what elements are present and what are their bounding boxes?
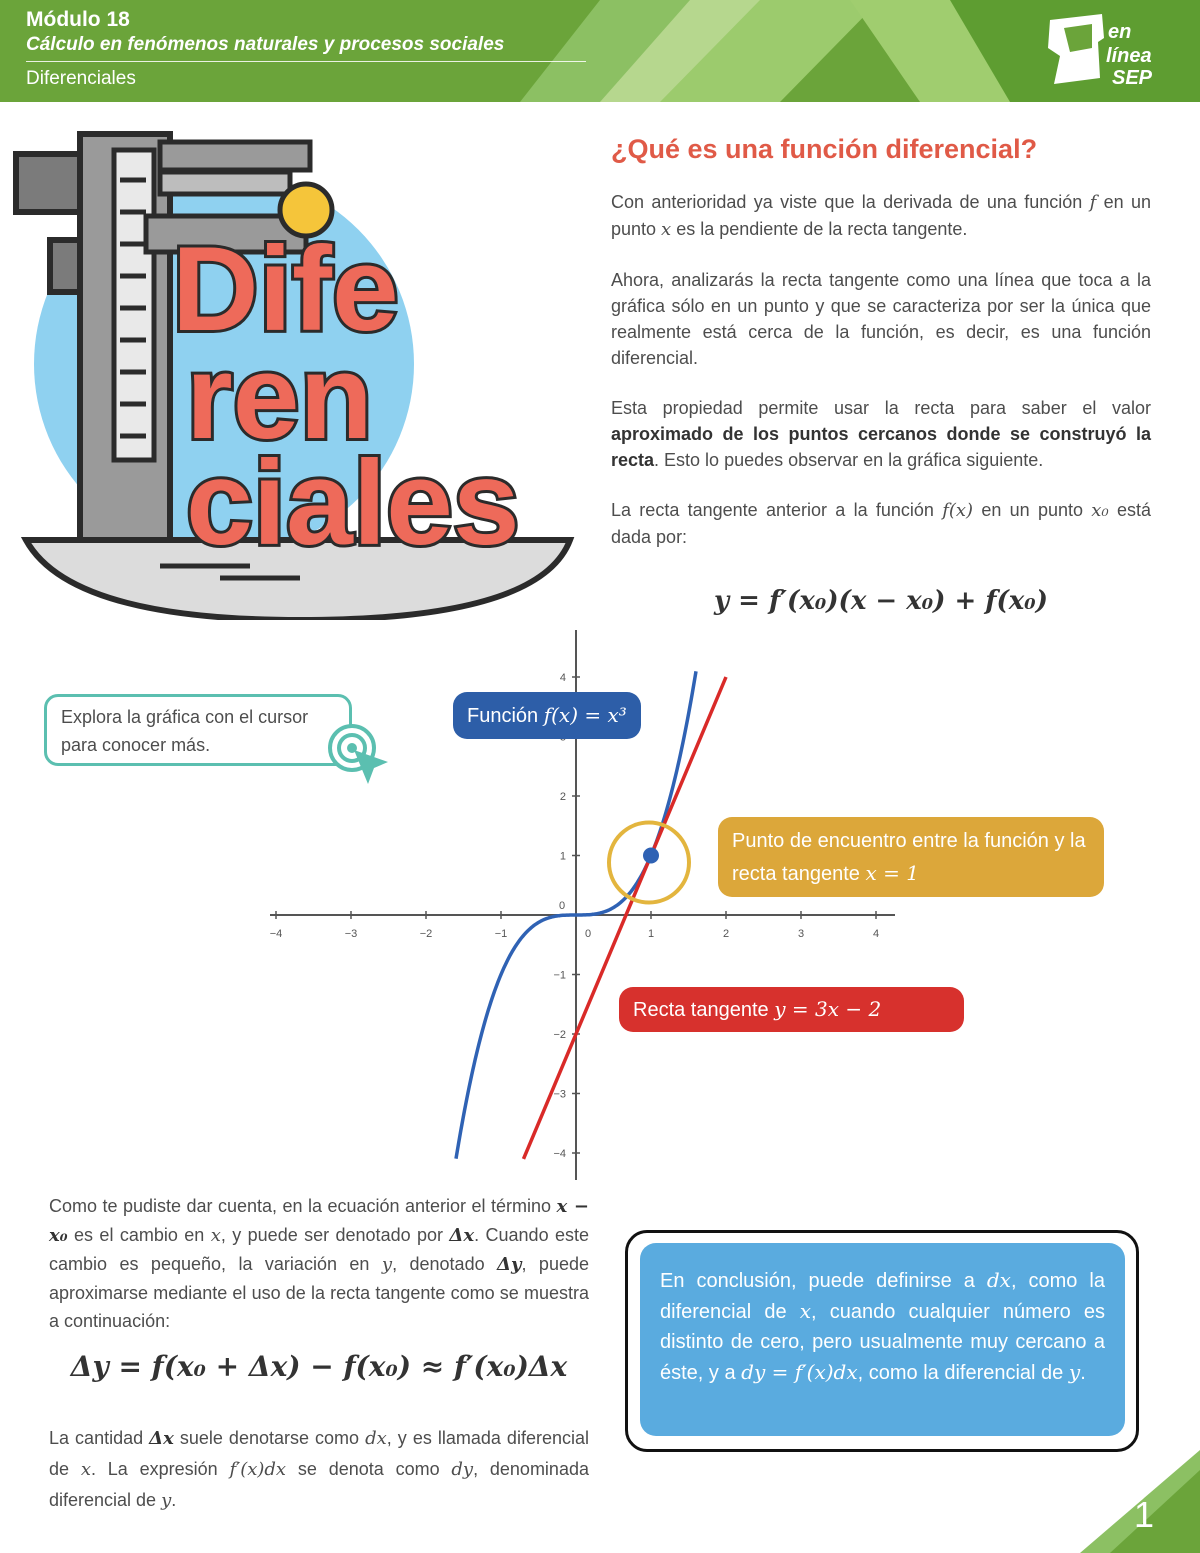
y-tick-label: −1: [553, 969, 566, 982]
cursor-click-icon: [322, 722, 394, 794]
title-word-1: Dife: [172, 222, 399, 356]
tangent-label: Recta tangente y = 3x − 2: [619, 987, 964, 1032]
svg-text:en: en: [1108, 21, 1132, 43]
title-word-3: ciales: [186, 436, 520, 570]
section-title: ¿Qué es una función diferencial?: [611, 134, 1038, 164]
x-tick-label: 0: [584, 928, 592, 940]
intersection-point: [643, 848, 659, 864]
y-tick-label: 1: [559, 850, 566, 863]
x-tick-label: 2: [722, 928, 730, 940]
delta-y-equation: Δy = f(x₀ + Δx) − f(x₀) ≈ f′(x₀)Δx: [70, 1350, 568, 1383]
differential-definition: [49, 1423, 589, 1516]
module-label: Módulo 18: [26, 8, 130, 31]
function-label: Función f(x) = x³: [453, 692, 641, 739]
tangent-line-equation: y = f′(x₀)(x − x₀) + f(x₀): [714, 586, 1048, 616]
y-tick-label: 2: [559, 791, 566, 803]
prepa-en-linea-logo: [1040, 8, 1180, 88]
y-tick-label: −3: [553, 1088, 566, 1101]
graph-highlight: [609, 823, 689, 903]
svg-text:línea: línea: [1106, 45, 1152, 67]
intro-paragraph-1: Con anterioridad ya viste que la derivada de una función f en un punto x es la pendiente de la recta tangente.: [611, 192, 1151, 240]
intersection-label: Punto de encuentro entre la función y la recta tangente x = 1: [718, 817, 1104, 897]
y-tick-label: −2: [553, 1029, 566, 1041]
explore-hint: Explora la gráfica con el cursor para conocer más.: [44, 694, 352, 766]
module-subtitle: Cálculo en fenómenos naturales y procesos sociales: [26, 34, 505, 55]
title-word-2: ren: [186, 330, 373, 464]
title-illustration: [10, 120, 610, 620]
intro-paragraph-2: Ahora, analizarás la recta tangente como una línea que toca a la gráfica sólo en un punto y que se caracteriza por ser la única que realmente está cerca de la función, es decir, es una función diferencial.: [611, 270, 1151, 368]
y-tick-label: 0: [558, 900, 566, 912]
header-divider: [26, 61, 586, 62]
topic-label: Diferenciales: [26, 68, 136, 89]
x-tick-label: 3: [797, 928, 805, 940]
intro-section: [611, 134, 1151, 574]
x-tick-label: −1: [494, 928, 508, 940]
intro-paragraph-3: Esta propiedad permite usar la recta para saber el valor aproximado de los puntos cercanos donde se construyó la recta. Esto lo puedes observar en la gráfica siguiente.: [611, 398, 1151, 470]
intro-paragraph-4: La recta tangente anterior a la función f(x) en un punto x₀ está dada por:: [611, 500, 1151, 547]
x-tick-label: −3: [344, 928, 358, 940]
x-tick-label: 1: [647, 928, 655, 940]
explanation-paragraph-1: Como te pudiste dar cuenta, en la ecuación anterior el término x − x₀ es el cambio en x, y puede ser denotado por Δx. Cuando este cambio es pequeño, la variación en y, denotado Δy, puede aproximarse mediante el uso de la recta tangente como se muestra a continuación:: [49, 1196, 590, 1331]
page-corner-decoration: [1040, 1450, 1200, 1553]
x-tick-label: 4: [872, 928, 880, 940]
y-tick-label: −4: [553, 1148, 566, 1160]
header-banner: [0, 0, 1200, 102]
x-tick-label: −4: [269, 928, 283, 940]
x-tick-label: −2: [419, 928, 433, 940]
explanation-paragraph-2: La cantidad Δx suele denotarse como dx, y es llamada diferencial de x. La expresión f′(x)dx se denota como dy, denominada diferencial de y.: [49, 1428, 589, 1511]
page-number: 1: [1134, 1494, 1155, 1535]
differential-explanation: [49, 1192, 589, 1335]
y-tick-label: 4: [559, 672, 566, 684]
svg-text:SEP: SEP: [1112, 67, 1153, 88]
conclusion-box: En conclusión, puede definirse a dx, como la diferencial de x, cuando cualquier número es distinto de cero, pero usualmente muy cercano a éste, y a dy = f′(x)dx, como la diferencial de y.: [640, 1243, 1125, 1436]
